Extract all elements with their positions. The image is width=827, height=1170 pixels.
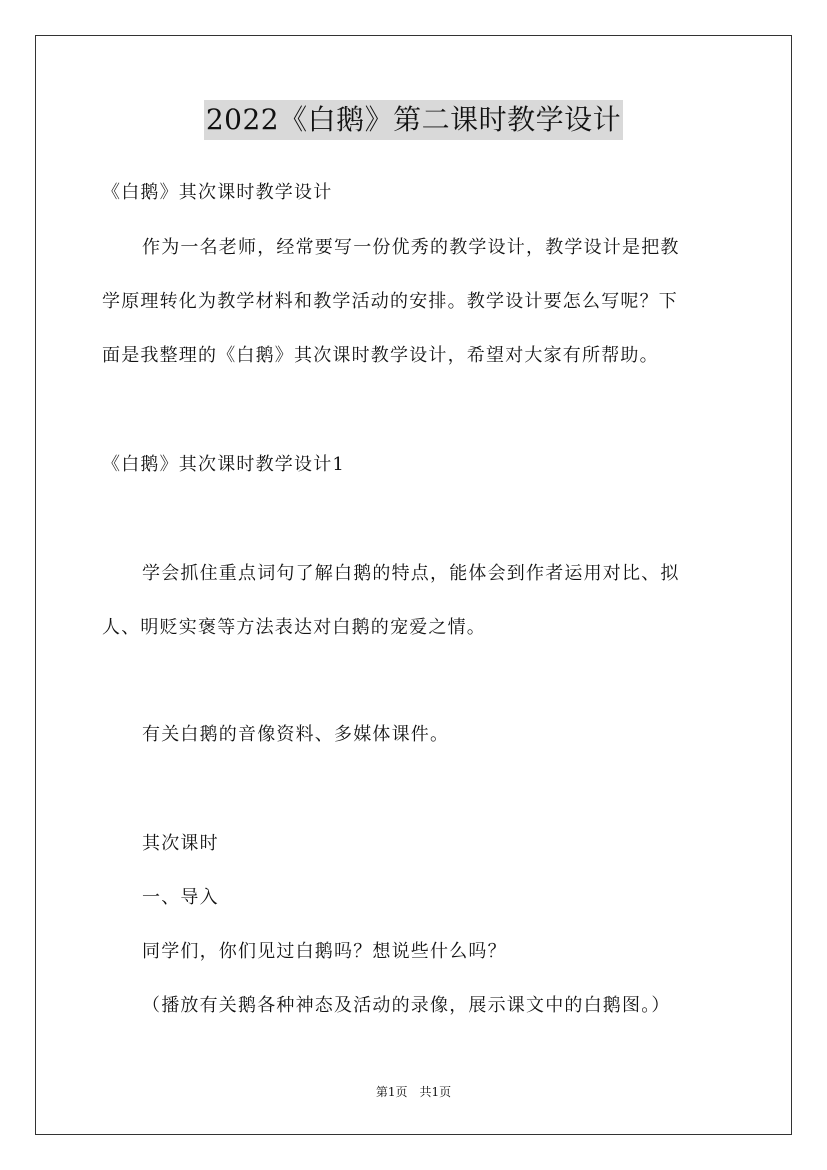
paragraph-line: 有关白鹅的音像资料、多媒体课件。: [142, 724, 450, 745]
paragraph-line: （播放有关鹅各种神态及活动的录像，展示课文中的白鹅图。）: [142, 995, 671, 1016]
page-footer: 第1页 共1页: [375, 1085, 452, 1099]
paragraph-line: 同学们，你们见过白鹅吗？想说些什么吗？: [142, 941, 507, 962]
section-heading: 其次课时: [142, 833, 219, 854]
subtitle-line: 《白鹅》其次课时教学设计: [102, 182, 333, 203]
title-container: [0, 100, 827, 140]
document-title: 2022《白鹅》第二课时教学设计: [204, 100, 623, 140]
section-heading: 《白鹅》其次课时教学设计1: [102, 454, 346, 475]
paragraph-line: 人、明贬实褒等方法表达对白鹅的宠爱之情。: [102, 617, 486, 638]
paragraph-line: 作为一名老师，经常要写一份优秀的教学设计，教学设计是把教: [142, 237, 680, 258]
paragraph-line: 学会抓住重点词句了解白鹅的特点，能体会到作者运用对比、拟: [142, 563, 680, 584]
section-heading: 一、导入: [142, 887, 219, 908]
paragraph-line: 面是我整理的《白鹅》其次课时教学设计，希望对大家有所帮助。: [102, 345, 659, 366]
paragraph-line: 学原理转化为教学材料和教学活动的安排。教学设计要怎么写呢？下: [102, 291, 678, 312]
